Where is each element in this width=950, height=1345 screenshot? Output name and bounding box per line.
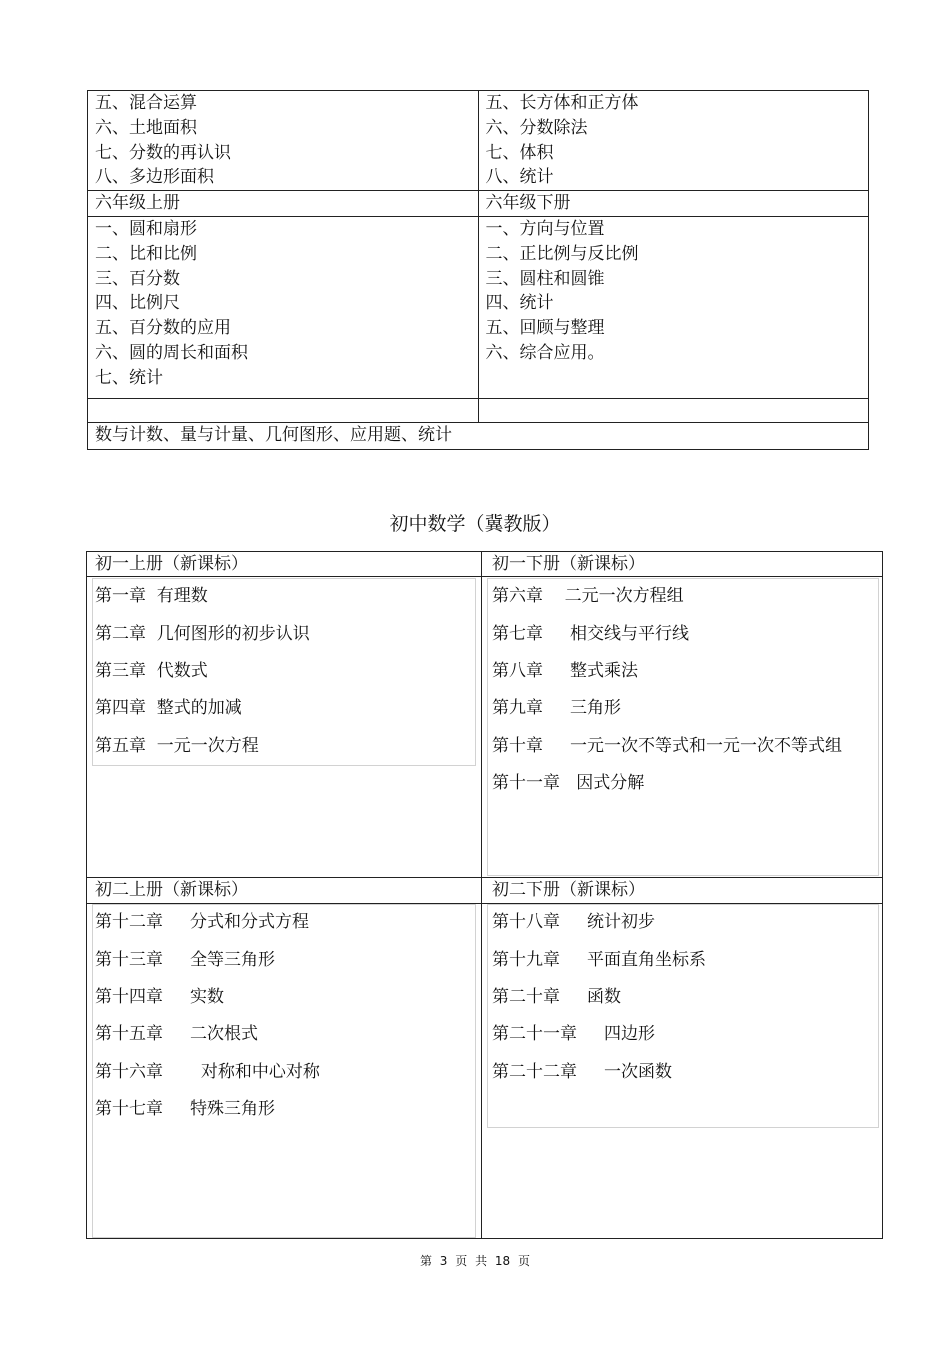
- grade5-down-remaining-cell: [478, 91, 869, 191]
- chapter-item: 第十三章 全等三角形: [95, 950, 276, 970]
- list-item: 六、分数除法: [485, 117, 588, 138]
- page-number: [0, 1252, 950, 1269]
- page-suffix: 页: [518, 1254, 531, 1268]
- chapter-item: 第十二章 分式和分式方程: [95, 912, 310, 932]
- chapter-item: 第十六章 对称和中心对称: [95, 1062, 320, 1082]
- list-item: 四、比例尺: [95, 293, 180, 314]
- page-prefix: 第: [419, 1254, 432, 1268]
- chapter-item: 第十章 一元一次不等式和一元一次不等式组: [492, 736, 843, 756]
- list-item: 七、体积: [485, 142, 554, 163]
- grade-five-six-table: [87, 90, 869, 450]
- grade6-up-header: 六年级上册: [88, 191, 479, 217]
- empty-cell-right: [478, 398, 869, 422]
- page-total: 18: [494, 1254, 511, 1268]
- chapter-item: 第二十二章 一次函数: [492, 1062, 673, 1082]
- list-item: 三、圆柱和圆锥: [485, 268, 605, 289]
- grade2-up-header: 初二上册（新课标）: [95, 880, 248, 900]
- chapter-item: 第十七章 特殊三角形: [95, 1099, 276, 1119]
- page-middle: 页 共: [455, 1254, 488, 1268]
- chapter-item: 第一章 有理数: [95, 586, 208, 606]
- empty-cell-left: [88, 398, 479, 422]
- grade1-down-header: 初一下册（新课标）: [492, 554, 645, 574]
- grade6-up-cell: [88, 216, 479, 398]
- chapter-item: 第十四章 实数: [95, 987, 225, 1007]
- chapter-item: 第二十章 函数: [492, 987, 622, 1007]
- list-item: 五、混合运算: [95, 93, 197, 113]
- grid-divider: [87, 576, 882, 577]
- list-item: 八、多边形面积: [95, 167, 214, 188]
- chapter-item: 第十九章 平面直角坐标系: [492, 950, 707, 970]
- list-item: 三、百分数: [95, 268, 180, 289]
- list-item: 二、比和比例: [95, 243, 197, 264]
- grid-divider-vertical: [481, 552, 482, 1238]
- chapter-item: 第十八章 统计初步: [492, 912, 656, 932]
- chapter-item: 第三章 代数式: [95, 661, 208, 681]
- grade5-up-remaining-cell: [88, 91, 479, 191]
- chapter-item: 第十五章 二次根式: [95, 1024, 259, 1044]
- list-item: 六、综合应用。: [485, 342, 605, 363]
- junior-math-grid: [86, 551, 883, 1239]
- list-item: 一、圆和扇形: [95, 218, 197, 239]
- chapter-item: 第四章 整式的加减: [95, 698, 242, 718]
- chapter-item: 第九章 三角形: [492, 698, 622, 718]
- chapter-item: 第二章 几何图形的初步认识: [95, 624, 310, 644]
- summary-row: 数与计数、量与计量、几何图形、应用题、统计: [88, 422, 869, 449]
- chapter-item: 第五章 一元一次方程: [95, 736, 259, 756]
- page-current: 3: [439, 1254, 448, 1268]
- chapter-item: 第十一章 因式分解: [492, 773, 645, 793]
- chapter-item: 第七章 相交线与平行线: [492, 624, 690, 644]
- list-item: 七、分数的再认识: [95, 142, 231, 163]
- list-item: 五、回顾与整理: [485, 318, 605, 339]
- list-item: 六、圆的周长和面积: [95, 342, 248, 363]
- chapter-item: 第六章 二元一次方程组: [492, 586, 684, 606]
- chapter-item: 第八章 整式乘法: [492, 661, 639, 681]
- list-item: 五、百分数的应用: [95, 318, 231, 339]
- list-item: 四、统计: [485, 293, 554, 314]
- list-item: 六、土地面积: [95, 117, 197, 138]
- grade6-down-header: 六年级下册: [478, 191, 869, 217]
- list-item: 一、方向与位置: [485, 218, 605, 239]
- chapter-item: 第二十一章 四边形: [492, 1024, 656, 1044]
- list-item: 五、长方体和正方体: [485, 93, 639, 113]
- grade6-down-cell: [478, 216, 869, 398]
- list-item: 二、正比例与反比例: [485, 243, 639, 264]
- inner-frame: [487, 904, 879, 1128]
- section-title: 初中数学（冀教版）: [389, 513, 561, 535]
- list-item: 七、统计: [95, 367, 163, 388]
- grade1-up-header: 初一上册（新课标）: [95, 554, 248, 574]
- list-item: 八、统计: [485, 167, 554, 188]
- grade2-down-header: 初二下册（新课标）: [492, 880, 645, 900]
